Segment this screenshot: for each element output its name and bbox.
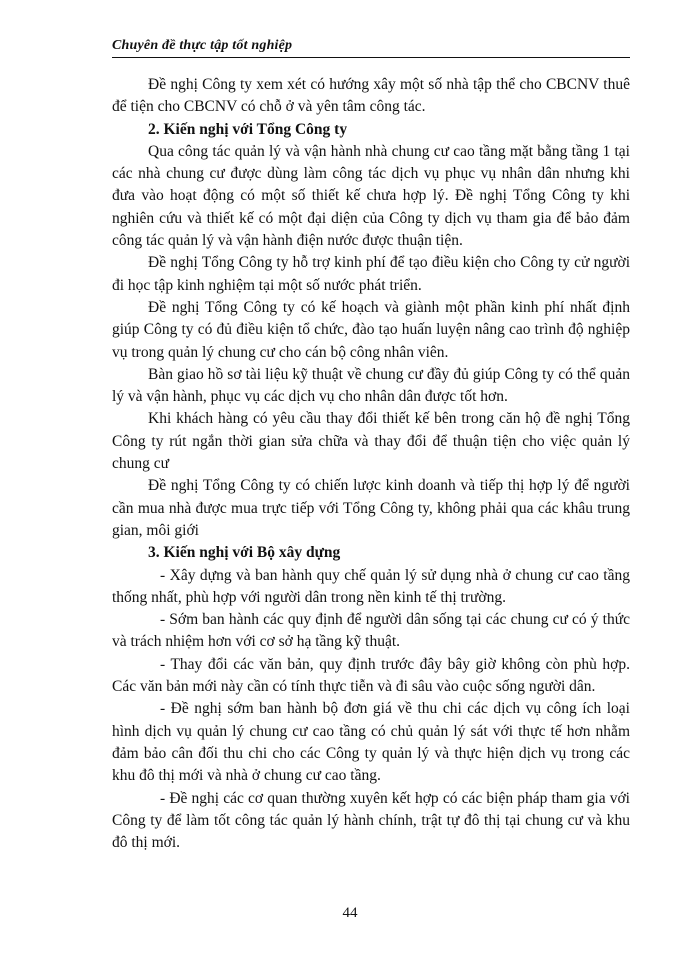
header-title: Chuyên đề thực tập tốt nghiệp xyxy=(112,38,293,53)
paragraph: Đề nghị Tổng Công ty có chiến lược kinh doanh và tiếp thị hợp lý để người cần mua nhà được mua trực tiếp với Tổng Công ty, không phải qua các khâu trung gian, môi giới xyxy=(112,477,630,539)
paragraph: Đề nghị Tổng Công ty có kế hoạch và giành một phần kinh phí nhất định giúp Công ty có đủ điều kiện tổ chức, đào tạo huấn luyện nâng cao trình độ nghiệp vụ trong quản lý chung cư cho cán bộ công nhân viên. xyxy=(112,298,630,361)
paragraph: Bàn giao hồ sơ tài liệu kỹ thuật về chung cư đầy đủ giúp Công ty có thể quản lý và vận hành, phục vụ các dịch vụ cho nhân dân được tốt hơn. xyxy=(112,365,630,406)
page-number: 44 xyxy=(342,905,358,921)
paragraph: Đề nghị Tổng Công ty hỗ trợ kinh phí để tạo điều kiện cho Công ty cử người đi học tập kinh nghiệm tại một số nước phát triển. xyxy=(112,254,630,294)
paragraph: Qua công tác quản lý và vận hành nhà chung cư cao tầng mặt bằng tầng 1 tại các nhà chung cư được dùng làm công tác dịch vụ phục vụ nhân dân nhưng khi đưa vào hoạt động có một số thiết kế chưa hợp lý. Đề nghị Tổng Công ty khi nghiên cứu và thiết kế có một đại diện của Công ty dịch vụ tham gia để bảo đảm công tác quản lý và vận hành điện nước được thuận tiện. xyxy=(112,142,630,250)
dash-item: - Đề nghị các cơ quan thường xuyên kết hợp có các biện pháp tham gia với Công ty để làm tốt công tác quản lý hành chính, trật tự đô thị tại chung cư và khu đô thị mới. xyxy=(112,789,630,852)
dash-item: - Thay đổi các văn bản, quy định trước đây bây giờ không còn phù hợp. Các văn bản mới này cần có tính thực tiễn và đi sâu vào cuộc sống người dân. xyxy=(112,655,630,696)
section-heading: 3. Kiến nghị với Bộ xây dựng xyxy=(148,544,341,562)
dash-item: - Sớm ban hành các quy định để người dân sống tại các chung cư có ý thức và trách nhiệm hơn với cơ sở hạ tầng kỹ thuật. xyxy=(112,611,630,651)
paragraph: Đề nghị Công ty xem xét có hướng xây một số nhà tập thể cho CBCNV thuê để tiện cho CBCNV có chỗ ở và yên tâm công tác. xyxy=(112,76,630,116)
dash-item: - Đề nghị sớm ban hành bộ đơn giá về thu chi các dịch vụ công ích loại hình dịch vụ quản lý chung cư cao tầng có chủ quản lý sát với thực tế hơn nhằm đảm bảo cân đối thu chi cho các Công ty quản lý và thực hiện dịch vụ trong các khu đô thị mới và nhà ở chung cư cao tầng. xyxy=(112,700,630,785)
header-rule xyxy=(112,57,630,58)
document-body xyxy=(112,74,630,854)
paragraph: Khi khách hàng có yêu cầu thay đổi thiết kế bên trong căn hộ đề nghị Tổng Công ty rút ngắn thời gian sửa chữa và thay đổi để thuận tiện cho việc quản lý chung cư xyxy=(112,410,630,473)
dash-item: - Xây dựng và ban hành quy chế quản lý sử dụng nhà ở chung cư cao tầng thống nhất, phù hợp với người dân trong nền kinh tế thị trường. xyxy=(112,566,630,606)
page-header xyxy=(112,38,630,60)
section-heading: 2. Kiến nghị với Tổng Công ty xyxy=(148,120,348,138)
